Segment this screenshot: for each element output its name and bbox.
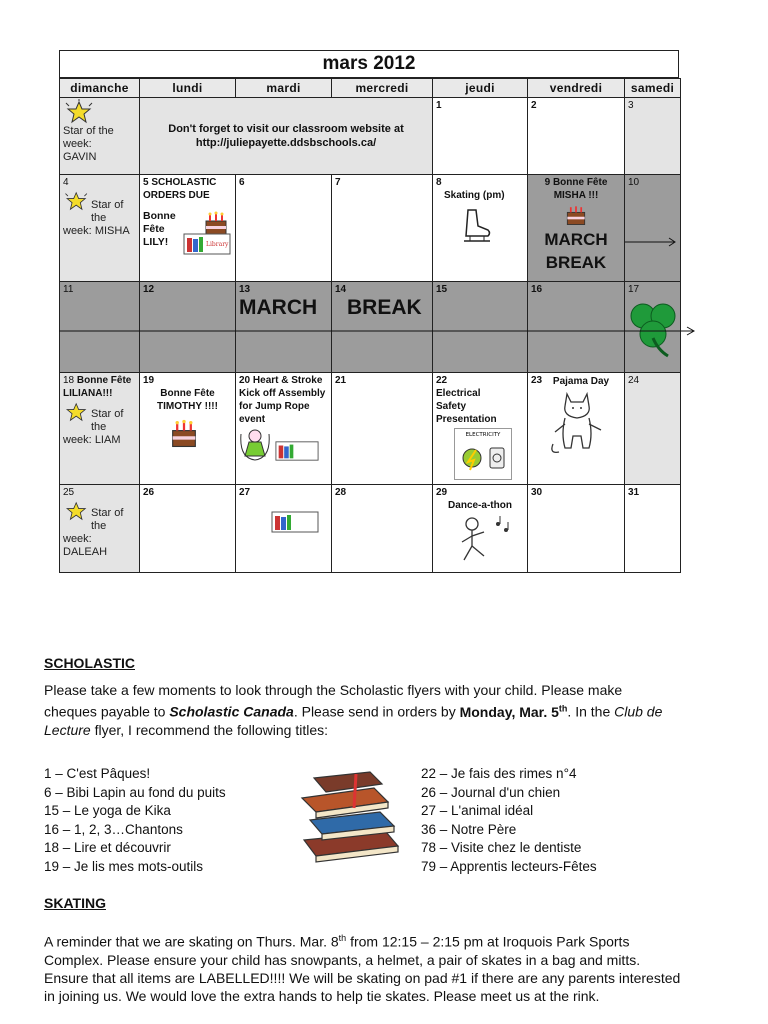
date-number: 6 [239, 177, 245, 188]
day-cell-26 [140, 485, 236, 573]
star-name: GAVIN [63, 151, 97, 163]
day-cell-22 [433, 373, 528, 485]
date-number: 10 [628, 177, 640, 188]
text-sup: th [338, 933, 347, 943]
day-cell-7 [332, 175, 433, 282]
text: . Please send in orders by [293, 703, 456, 720]
event-birthday-lily: Bonne Fête LILY! [143, 210, 176, 248]
website-note-cell [140, 98, 433, 175]
star-label: Star of the week: [63, 125, 114, 150]
date-number: 13 [239, 284, 251, 295]
week-row [60, 373, 681, 485]
section-heading: SCHOLASTIC [44, 655, 135, 671]
date-number: 7 [335, 177, 341, 188]
date-number: 1 [436, 100, 442, 111]
day-cell-27 [236, 485, 332, 573]
company-name: Scholastic Canada [169, 703, 294, 720]
list-item: 22 – Je fais des rimes n°4 [421, 766, 577, 781]
day-cell-18 [60, 373, 140, 485]
date-number: 25 [63, 487, 75, 498]
event-birthday-timothy: Bonne Fête TIMOTHY !!!! [157, 388, 218, 412]
day-cell-5 [140, 175, 236, 282]
day-header: samedi [625, 79, 681, 98]
date-number: 20 [239, 375, 251, 386]
date-number: 2 [531, 100, 537, 111]
date-number: 21 [335, 375, 347, 386]
svg-text:Library: Library [206, 241, 229, 248]
text: . In the [567, 703, 611, 720]
date-number: 16 [531, 284, 543, 295]
star-icon [63, 189, 91, 213]
list-item: 36 – Notre Père [421, 821, 517, 837]
day-cell-24 [625, 373, 681, 485]
jump-rope-girl-icon [239, 428, 275, 462]
deadline: Monday, Mar. 5 [459, 703, 559, 720]
date-number: 9 [544, 177, 551, 188]
week-row [60, 175, 681, 282]
date-number: 3 [628, 100, 634, 111]
event-scholastic-orders: SCHOLASTIC ORDERS DUE [143, 177, 217, 201]
date-number: 29 [436, 487, 448, 498]
text: flyer, I recommend the following titles: [94, 721, 329, 738]
date-number: 30 [531, 487, 543, 498]
day-cell-30 [528, 485, 625, 573]
arrow-right-icon [625, 237, 680, 247]
event-pajama-day: Pajama Day [552, 376, 610, 387]
star-icon [63, 99, 136, 125]
cake-icon [167, 417, 232, 451]
list-item: 78 – Visite chez le dentiste [421, 840, 582, 855]
day-cell-9 [528, 175, 625, 282]
calendar [59, 50, 679, 573]
date-number: 11 [63, 284, 74, 295]
library-icon [275, 440, 319, 462]
day-cell-20 [236, 373, 332, 485]
list-item: 27 – L'animal idéal [421, 803, 534, 818]
day-header: mardi [236, 79, 332, 98]
list-item: 16 – 1, 2, 3…Chantons [44, 821, 183, 837]
day-header: jeudi [433, 79, 528, 98]
day-header: dimanche [60, 79, 140, 98]
flyer-name: Club de Lecture [44, 703, 663, 738]
star-name: MISHA [94, 225, 130, 237]
list-item: 79 – Apprentis lecteurs-Fêtes [421, 858, 597, 874]
cake-icon [561, 202, 591, 228]
date-number: 15 [436, 284, 448, 295]
day-cell-6 [236, 175, 332, 282]
list-item: 1 – C'est Pâques! [44, 766, 151, 781]
day-cell-1 [433, 98, 528, 175]
date-number: 17 [628, 284, 640, 295]
electricity-icon [454, 428, 524, 480]
books-stack-icon [296, 768, 408, 866]
day-cell-23 [528, 373, 625, 485]
star-name: DALEAH [63, 546, 108, 558]
date-number: 18 [63, 375, 75, 386]
star-icon [63, 499, 91, 523]
date-number: 4 [63, 177, 69, 188]
week-row [60, 485, 681, 573]
text: Please take a few moments to look through the Scholastic flyers with your child. Please make cheques payable to [44, 682, 623, 720]
star-label: Star of the week: [63, 199, 124, 237]
date-number: 22 [436, 375, 448, 386]
date-number: 12 [143, 284, 155, 295]
day-header-row [60, 79, 681, 98]
library-icon [271, 511, 328, 533]
list-item: 15 – Le yoga de Kika [44, 803, 171, 818]
date-number: 14 [335, 284, 347, 295]
star-label: Star of the week: [63, 408, 124, 446]
calendar-title: mars 2012 [59, 50, 679, 78]
deadline-sup: th [558, 703, 568, 713]
march-break-label: BREAK [347, 296, 422, 319]
day-cell-8 [433, 175, 528, 282]
march-break-label: MARCH [544, 230, 608, 249]
day-cell-star-week1 [60, 98, 140, 175]
section-heading: SKATING [44, 895, 106, 911]
date-number: 5 [143, 177, 149, 188]
star-name: LIAM [94, 434, 121, 446]
day-cell-4 [60, 175, 140, 282]
day-cell-29 [433, 485, 528, 573]
event-birthday-liliana: Bonne Fête LILIANA!!! [63, 375, 132, 399]
list-item: 18 – Lire et découvrir [44, 840, 171, 855]
march-break-arrow [59, 326, 699, 336]
day-cell-31 [625, 485, 681, 573]
star-icon [63, 400, 91, 424]
skating-paragraph [44, 929, 684, 1005]
day-header: mercredi [332, 79, 433, 98]
event-skating: Skating (pm) [444, 190, 505, 201]
list-item: 19 – Je lis mes mots-outils [44, 858, 204, 874]
text: A reminder that we are skating on Thurs. Mar. 8 [44, 933, 339, 950]
event-heart-stroke: Heart & Stroke Kick off Assembly for Jump Rope event [239, 375, 326, 425]
date-number: 24 [628, 375, 640, 386]
list-item: 26 – Journal d'un chien [421, 784, 561, 800]
day-header: lundi [140, 79, 236, 98]
pajama-cat-icon [547, 390, 621, 460]
date-number: 28 [335, 487, 347, 498]
day-cell-2 [528, 98, 625, 175]
svg-text:ELECTRICITY: ELECTRICITY [465, 432, 501, 438]
skate-icon [456, 206, 524, 246]
march-break-label: MARCH [239, 296, 318, 319]
day-cell-3 [625, 98, 681, 175]
scholastic-section [44, 654, 684, 739]
day-cell-21 [332, 373, 433, 485]
day-header: vendredi [528, 79, 625, 98]
week-row [60, 98, 681, 175]
library-icon [183, 233, 231, 255]
day-cell-19 [140, 373, 236, 485]
dancer-icon [454, 514, 524, 566]
scholastic-paragraph [44, 681, 664, 739]
star-label: Star of the week: [63, 507, 124, 545]
event-birthday-misha: Bonne Fête MISHA !!! [552, 177, 608, 201]
date-number: 19 [143, 375, 155, 386]
day-cell-28 [332, 485, 433, 573]
date-number: 23 [531, 375, 543, 386]
website-note: Don't forget to visit our classroom website at http://juliepayette.ddsbschools.ca/ [168, 123, 404, 149]
day-cell-25 [60, 485, 140, 573]
list-item: 6 – Bibi Lapin au fond du puits [44, 784, 226, 800]
date-number: 27 [239, 487, 251, 498]
day-cell-10 [625, 175, 681, 282]
titles-left-list [44, 765, 226, 876]
march-break-label: BREAK [545, 253, 607, 272]
date-number: 26 [143, 487, 155, 498]
date-number: 8 [436, 177, 442, 188]
skating-section [44, 894, 684, 1005]
event-electrical-safety: Electrical Safety Presentation [436, 388, 497, 425]
titles-right-list [421, 765, 597, 876]
event-dance-a-thon: Dance-a-thon [448, 500, 512, 511]
text: from 12:15 – 2:15 pm at Iroquois Park Sports Complex. Please ensure your child has snowpants, a helmet, a pair of skates in a bag and mitts. Ensure that all items are LABELLED!!!! We will be skating on pad #1 if there are any parents interested in joining us. We would love the extra hands to help tie skates. Please meet us at the rink. [44, 933, 681, 1004]
date-number: 31 [628, 487, 640, 498]
